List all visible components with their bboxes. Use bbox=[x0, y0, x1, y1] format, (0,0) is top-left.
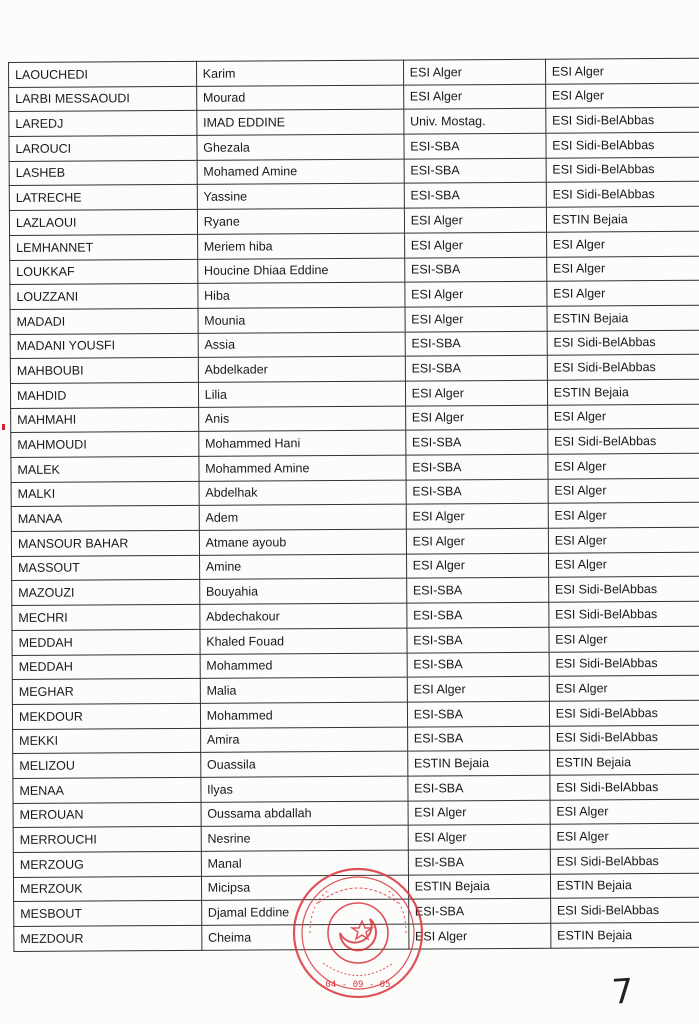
origin-school-cell: ESI Alger bbox=[404, 232, 546, 258]
first-name-cell: Malia bbox=[200, 677, 407, 703]
assigned-school-cell: ESI Sidi-BelAbbas bbox=[547, 355, 699, 381]
assigned-school-cell: ESI Alger bbox=[549, 675, 699, 701]
origin-school-cell: ESI Alger bbox=[406, 553, 548, 579]
assigned-school-cell: ESI Alger bbox=[548, 527, 699, 553]
last-name-cell: MAHBOUBI bbox=[10, 358, 198, 384]
last-name-cell: MANAA bbox=[11, 506, 199, 532]
first-name-cell: Mounia bbox=[198, 307, 405, 333]
last-name-cell: LOUKKAF bbox=[10, 259, 198, 285]
first-name-cell: Nesrine bbox=[201, 825, 408, 851]
assigned-school-cell: ESI Alger bbox=[549, 626, 699, 652]
assigned-school-cell: ESI Sidi-BelAbbas bbox=[546, 132, 699, 158]
first-name-cell: Oussama abdallah bbox=[201, 801, 408, 827]
last-name-cell: MEDDAH bbox=[12, 654, 200, 680]
last-name-cell: MADADI bbox=[10, 308, 198, 334]
last-name-cell: MEZDOUR bbox=[14, 925, 202, 951]
assigned-school-cell: ESI Sidi-BelAbbas bbox=[549, 651, 699, 677]
first-name-cell: Mohamed Amine bbox=[197, 159, 404, 185]
table-row bbox=[11, 404, 699, 433]
first-name-cell: Mourad bbox=[196, 85, 403, 111]
origin-school-cell: ESI Alger bbox=[404, 207, 546, 233]
assigned-school-cell: ESI Sidi-BelAbbas bbox=[546, 108, 699, 134]
table-row bbox=[9, 157, 699, 186]
last-name-cell: MADANI YOUSFI bbox=[10, 333, 198, 359]
student-roster-table bbox=[8, 58, 699, 952]
assigned-school-cell: ESTIN Bejaia bbox=[551, 922, 699, 948]
last-name-cell: LAREDJ bbox=[9, 111, 197, 137]
origin-school-cell: ESI-SBA bbox=[407, 726, 549, 752]
assigned-school-cell: ESI Alger bbox=[547, 280, 699, 306]
first-name-cell: Anis bbox=[198, 406, 405, 432]
origin-school-cell: ESI Alger bbox=[408, 923, 550, 949]
last-name-cell: LEMHANNET bbox=[10, 234, 198, 260]
last-name-cell: MEKDOUR bbox=[12, 703, 200, 729]
last-name-cell: MECHRI bbox=[12, 604, 200, 630]
first-name-cell: Djamal Eddine bbox=[201, 899, 408, 925]
last-name-cell: MAHDID bbox=[10, 382, 198, 408]
table-row bbox=[12, 675, 699, 704]
assigned-school-cell: ESI Alger bbox=[546, 256, 699, 282]
assigned-school-cell: ESI Sidi-BelAbbas bbox=[547, 330, 699, 356]
assigned-school-cell: ESI Alger bbox=[546, 231, 699, 257]
assigned-school-cell: ESI Sidi-BelAbbas bbox=[550, 848, 699, 874]
origin-school-cell: Univ. Mostag. bbox=[403, 109, 545, 135]
origin-school-cell: ESI Alger bbox=[403, 59, 545, 85]
origin-school-cell: ESI-SBA bbox=[405, 430, 547, 456]
table-row bbox=[13, 799, 699, 828]
assigned-school-cell: ESI Sidi-BelAbbas bbox=[549, 725, 699, 751]
first-name-cell: Bouyahia bbox=[199, 579, 406, 605]
first-name-cell: Ouassila bbox=[200, 751, 407, 777]
last-name-cell: MESBOUT bbox=[14, 901, 202, 927]
table-row bbox=[11, 429, 699, 458]
assigned-school-cell: ESI Sidi-BelAbbas bbox=[548, 577, 699, 603]
first-name-cell: Abdelkader bbox=[198, 356, 405, 382]
table-row bbox=[10, 280, 699, 309]
table-row bbox=[9, 108, 699, 137]
assigned-school-cell: ESI Alger bbox=[550, 824, 699, 850]
assigned-school-cell: ESTIN Bejaia bbox=[550, 873, 699, 899]
table-row bbox=[10, 330, 699, 359]
first-name-cell: Amine bbox=[199, 554, 406, 580]
last-name-cell: MELIZOU bbox=[13, 753, 201, 779]
origin-school-cell: ESI Alger bbox=[406, 504, 548, 530]
assigned-school-cell: ESTIN Bejaia bbox=[546, 206, 699, 232]
last-name-cell: MEGHAR bbox=[12, 679, 200, 705]
table-row bbox=[10, 355, 699, 384]
table-row bbox=[10, 305, 699, 334]
first-name-cell: Yassine bbox=[197, 184, 404, 210]
origin-school-cell: ESI Alger bbox=[405, 306, 547, 332]
table-row bbox=[11, 478, 699, 507]
table-row bbox=[9, 206, 699, 235]
first-name-cell: Cheima bbox=[201, 924, 408, 950]
assigned-school-cell: ESI Alger bbox=[547, 404, 699, 430]
origin-school-cell: ESI-SBA bbox=[406, 479, 548, 505]
first-name-cell: Mohammed Hani bbox=[198, 430, 405, 456]
origin-school-cell: ESI-SBA bbox=[404, 257, 546, 283]
assigned-school-cell: ESI Alger bbox=[548, 503, 699, 529]
table-row bbox=[10, 256, 699, 285]
last-name-cell: MERZOUG bbox=[13, 851, 201, 877]
assigned-school-cell: ESI Alger bbox=[550, 799, 699, 825]
origin-school-cell: ESI-SBA bbox=[404, 133, 546, 159]
origin-school-cell: ESI Alger bbox=[403, 84, 545, 110]
origin-school-cell: ESI-SBA bbox=[405, 331, 547, 357]
first-name-cell: Meriem hiba bbox=[197, 233, 404, 259]
origin-school-cell: ESI-SBA bbox=[406, 578, 548, 604]
first-name-cell: Adem bbox=[199, 504, 406, 530]
origin-school-cell: ESI-SBA bbox=[405, 355, 547, 381]
last-name-cell: MAZOUZI bbox=[12, 580, 200, 606]
last-name-cell: LAOUCHEDI bbox=[9, 61, 197, 87]
last-name-cell: LAZLAOUI bbox=[9, 209, 197, 235]
assigned-school-cell: ESI Sidi-BelAbbas bbox=[550, 898, 699, 924]
first-name-cell: Hiba bbox=[198, 282, 405, 308]
stamp-date: 04 - 09 - 05 bbox=[325, 980, 391, 990]
origin-school-cell: ESTIN Bejaia bbox=[408, 874, 550, 900]
first-name-cell: Micipsa bbox=[201, 875, 408, 901]
first-name-cell: Atmane ayoub bbox=[199, 529, 406, 555]
assigned-school-cell: ESI Alger bbox=[548, 552, 699, 578]
last-name-cell: MASSOUT bbox=[12, 555, 200, 581]
assigned-school-cell: ESI Alger bbox=[545, 83, 699, 109]
last-name-cell: MAHMOUDI bbox=[11, 432, 199, 458]
table-row bbox=[12, 626, 699, 655]
table-row bbox=[12, 601, 699, 630]
first-name-cell: Abdelhak bbox=[199, 480, 406, 506]
last-name-cell: LOUZZANI bbox=[10, 284, 198, 310]
origin-school-cell: ESI Alger bbox=[405, 380, 547, 406]
last-name-cell: LATRECHE bbox=[9, 185, 197, 211]
assigned-school-cell: ESI Sidi-BelAbbas bbox=[546, 157, 699, 183]
origin-school-cell: ESI-SBA bbox=[407, 701, 549, 727]
table-row bbox=[9, 132, 699, 161]
origin-school-cell: ESI Alger bbox=[408, 800, 550, 826]
last-name-cell: MEKKI bbox=[13, 728, 201, 754]
last-name-cell: MERZOUK bbox=[13, 876, 201, 902]
table-row bbox=[10, 379, 699, 408]
assigned-school-cell: ESI Sidi-BelAbbas bbox=[549, 601, 699, 627]
first-name-cell: Ghezala bbox=[197, 134, 404, 160]
first-name-cell: Ryane bbox=[197, 208, 404, 234]
assigned-school-cell: ESTIN Bejaia bbox=[549, 750, 699, 776]
last-name-cell: MENAA bbox=[13, 777, 201, 803]
roster-body bbox=[9, 58, 699, 951]
first-name-cell: Ilyas bbox=[201, 776, 408, 802]
assigned-school-cell: ESI Sidi-BelAbbas bbox=[549, 700, 699, 726]
last-name-cell: MAHMAHI bbox=[11, 407, 199, 433]
last-name-cell: MEDDAH bbox=[12, 629, 200, 655]
origin-school-cell: ESI-SBA bbox=[408, 775, 550, 801]
margin-mark bbox=[2, 424, 5, 430]
assigned-school-cell: ESTIN Bejaia bbox=[547, 305, 699, 331]
first-name-cell: Khaled Fouad bbox=[200, 628, 407, 654]
table-row bbox=[13, 774, 699, 803]
first-name-cell: Mohammed bbox=[200, 653, 407, 679]
table-row bbox=[13, 750, 699, 779]
assigned-school-cell: ESI Sidi-BelAbbas bbox=[547, 429, 699, 455]
assigned-school-cell: ESTIN Bejaia bbox=[547, 379, 699, 405]
table-row bbox=[12, 552, 699, 581]
origin-school-cell: ESI-SBA bbox=[408, 899, 550, 925]
table-row bbox=[11, 527, 699, 556]
origin-school-cell: ESTIN Bejaia bbox=[407, 750, 549, 776]
first-name-cell: Mohammed Amine bbox=[199, 455, 406, 481]
page-number: 7 bbox=[610, 971, 636, 1013]
table-row bbox=[9, 58, 699, 87]
origin-school-cell: ESI-SBA bbox=[404, 158, 546, 184]
origin-school-cell: ESI-SBA bbox=[407, 602, 549, 628]
last-name-cell: MALKI bbox=[11, 481, 199, 507]
last-name-cell: MEROUAN bbox=[13, 802, 201, 828]
origin-school-cell: ESI Alger bbox=[405, 405, 547, 431]
first-name-cell: Abdechakour bbox=[200, 603, 407, 629]
last-name-cell: MERROUCHI bbox=[13, 827, 201, 853]
assigned-school-cell: ESI Sidi-BelAbbas bbox=[546, 182, 699, 208]
table-row bbox=[13, 824, 699, 853]
table-row bbox=[13, 725, 699, 754]
last-name-cell: LASHEB bbox=[9, 160, 197, 186]
table-row bbox=[9, 182, 699, 211]
first-name-cell: Mohammed bbox=[200, 702, 407, 728]
first-name-cell: IMAD EDDINE bbox=[197, 109, 404, 135]
table-row bbox=[11, 503, 699, 532]
table-row bbox=[12, 700, 699, 729]
last-name-cell: LARBI MESSAOUDI bbox=[9, 86, 197, 112]
first-name-cell: Assia bbox=[198, 332, 405, 358]
origin-school-cell: ESI Alger bbox=[407, 676, 549, 702]
last-name-cell: MALEK bbox=[11, 456, 199, 482]
origin-school-cell: ESI Alger bbox=[405, 281, 547, 307]
table-row bbox=[10, 231, 699, 260]
origin-school-cell: ESI-SBA bbox=[404, 183, 546, 209]
assigned-school-cell: ESI Alger bbox=[548, 478, 699, 504]
origin-school-cell: ESI-SBA bbox=[406, 454, 548, 480]
official-seal-icon bbox=[288, 863, 428, 1003]
assigned-school-cell: ESI Alger bbox=[548, 453, 699, 479]
first-name-cell: Manal bbox=[201, 850, 408, 876]
table-row bbox=[9, 83, 699, 112]
origin-school-cell: ESI Alger bbox=[406, 528, 548, 554]
table-row bbox=[12, 577, 699, 606]
assigned-school-cell: ESI Sidi-BelAbbas bbox=[550, 774, 699, 800]
first-name-cell: Amira bbox=[200, 727, 407, 753]
first-name-cell: Lilia bbox=[198, 381, 405, 407]
origin-school-cell: ESI-SBA bbox=[408, 849, 550, 875]
origin-school-cell: ESI-SBA bbox=[407, 652, 549, 678]
last-name-cell: LAROUCI bbox=[9, 135, 197, 161]
assigned-school-cell: ESI Alger bbox=[545, 58, 699, 84]
origin-school-cell: ESI Alger bbox=[408, 825, 550, 851]
last-name-cell: MANSOUR BAHAR bbox=[11, 530, 199, 556]
first-name-cell: Karim bbox=[196, 60, 403, 86]
table-row bbox=[12, 651, 699, 680]
table-row bbox=[11, 453, 699, 482]
first-name-cell: Houcine Dhiaa Eddine bbox=[197, 258, 404, 284]
origin-school-cell: ESI-SBA bbox=[407, 627, 549, 653]
